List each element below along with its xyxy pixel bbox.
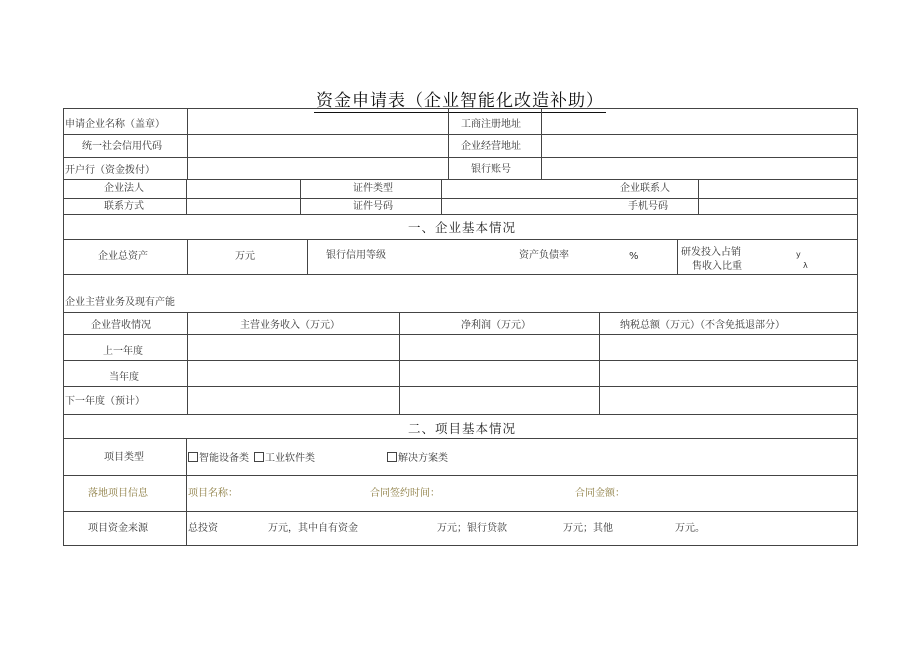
total-investment-label: 总投资 [188, 523, 218, 534]
funding-source-label: 项目资金来源 [88, 523, 148, 534]
option-solution[interactable]: 解决方案类 [387, 452, 448, 465]
contract-time-label: 合同签约时间： [370, 488, 440, 499]
revenue-cell[interactable] [188, 335, 398, 360]
project-name-label: 项目名称： [188, 488, 238, 499]
rd-mark-1: y [796, 250, 801, 259]
company-name-field[interactable] [188, 112, 447, 133]
bank-field[interactable] [188, 158, 447, 178]
revenue-cell[interactable] [188, 387, 398, 414]
revenue-cell[interactable] [600, 387, 856, 414]
mobile-label: 手机号码 [628, 201, 668, 212]
checkbox-icon[interactable] [188, 452, 198, 462]
section2-heading: 二、项目基本情况 [408, 421, 517, 436]
legal-rep-field[interactable] [187, 180, 299, 197]
company-name-label: 申请企业名称（盖章） [65, 119, 165, 130]
revenue-cell[interactable] [400, 387, 598, 414]
checkbox-icon[interactable] [387, 452, 397, 462]
revenue-cell[interactable] [400, 335, 598, 360]
credit-rating-label: 银行信用等级 [326, 250, 386, 261]
main-revenue-header: 主营业务收入（万元） [240, 320, 340, 331]
id-type-label: 证件类型 [353, 183, 393, 194]
total-assets-label: 企业总资产 [98, 251, 148, 262]
year-row-label: 下一年度（预计） [65, 396, 145, 407]
other-funds-label: 万元；其他 [563, 523, 613, 534]
bank-loan-label: 万元；银行贷款 [437, 523, 507, 534]
project-type-label: 项目类型 [104, 452, 144, 463]
option-industrial-software[interactable]: 工业软件类 [254, 452, 315, 465]
section1-heading: 一、企业基本情况 [408, 220, 517, 235]
debt-ratio-label: 资产负债率 [519, 250, 569, 261]
landing-project-label: 落地项目信息 [88, 488, 148, 499]
total-assets-unit: 万元 [235, 251, 255, 262]
credit-code-field[interactable] [188, 135, 447, 156]
revenue-label: 企业营收情况 [91, 320, 151, 331]
credit-code-label: 统一社会信用代码 [82, 141, 162, 152]
own-funds-label: 万元，其中自有资金 [268, 523, 358, 534]
business-address-label: 企业经营地址 [461, 141, 521, 152]
tax-header: 纳税总额（万元）（不含免抵退部分） [620, 320, 785, 331]
rd-ratio-label-line2: 售收入比重 [692, 261, 742, 272]
revenue-cell[interactable] [600, 335, 856, 360]
bank-account-field[interactable] [542, 158, 856, 178]
revenue-cell[interactable] [400, 361, 598, 386]
debt-ratio-unit: % [629, 251, 639, 262]
form-title: 资金申请表（企业智能化改造补助） [316, 91, 604, 111]
contact-method-field[interactable] [187, 199, 299, 213]
year-row-label: 上一年度 [103, 346, 143, 357]
main-business-field[interactable] [200, 276, 855, 311]
contact-method-label: 联系方式 [104, 201, 144, 212]
checkbox-icon[interactable] [254, 452, 264, 462]
legal-rep-label: 企业法人 [104, 183, 144, 194]
id-number-label: 证件号码 [353, 201, 393, 212]
funding-end-label: 万元。 [675, 523, 705, 534]
company-contact-field[interactable] [699, 180, 856, 197]
net-profit-header: 净利润（万元） [461, 320, 531, 331]
business-address-field[interactable] [542, 135, 856, 156]
contract-amount-label: 合同金额： [575, 488, 625, 499]
revenue-cell[interactable] [188, 361, 398, 386]
rd-mark-2: λ [803, 261, 808, 270]
company-contact-label: 企业联系人 [620, 183, 670, 194]
bank-account-label: 银行账号 [471, 164, 511, 175]
bank-label: 开户行（资金拨付） [65, 165, 155, 176]
registered-address-label: 工商注册地址 [461, 119, 521, 130]
mobile-field[interactable] [699, 199, 856, 213]
main-business-label: 企业主营业务及现有产能 [65, 297, 175, 308]
registered-address-field[interactable] [542, 112, 856, 133]
revenue-cell[interactable] [600, 361, 856, 386]
year-row-label: 当年度 [109, 372, 139, 383]
option-smart-equipment[interactable]: 智能设备类 [188, 452, 249, 465]
rd-ratio-label-line1: 研发投入占销 [681, 247, 741, 258]
